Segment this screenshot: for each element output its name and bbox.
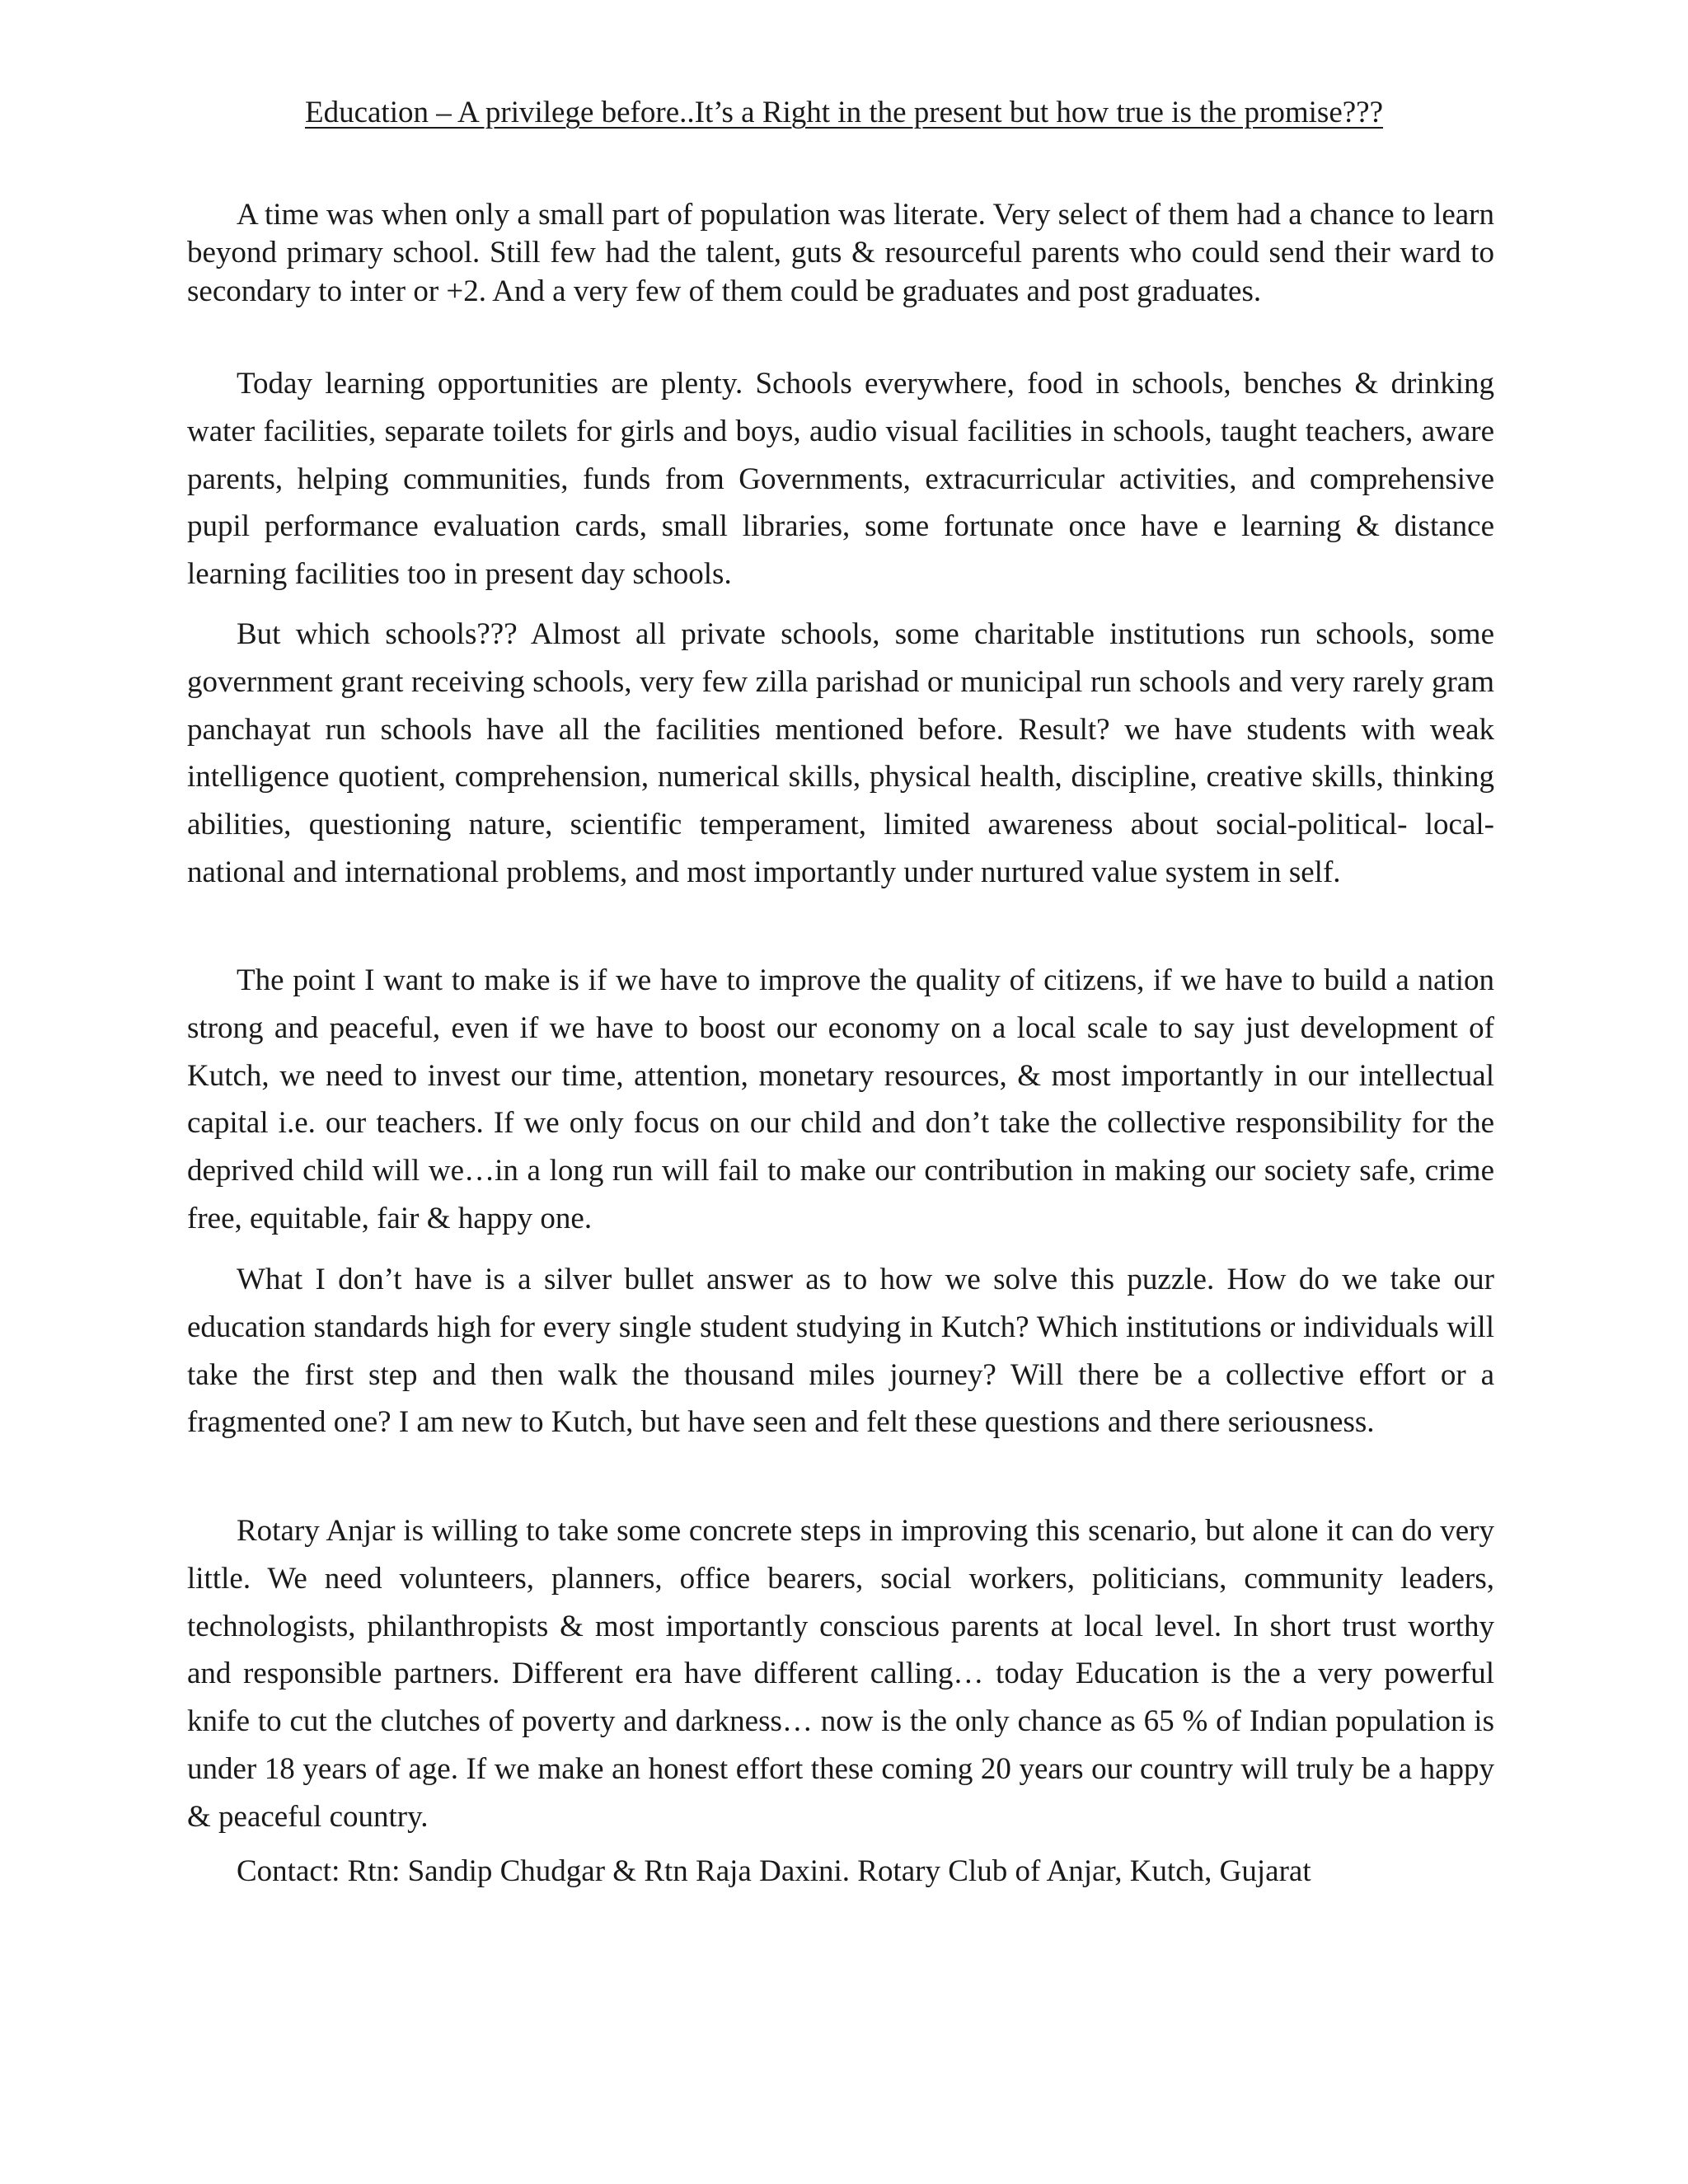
paragraph-learning-opportunities: Today learning opportunities are plenty. Schools everywhere, food in schools, benches & drinking water facilities, separate toilets for girls and boys, audio visual facilities in schools, taught teachers, aware parents, helping communities, funds from Governments, extracurricular activities, and comprehensive pupil performance evaluation cards, small libraries, some fortunate once have e learning & distance learning facilities too in present day schools. — [187, 367, 1494, 592]
paragraph-rotary-anjar: Rotary Anjar is willing to take some concrete steps in improving this scenario, but alone it can do very little. We need volunteers, planners, office bearers, social workers, politicians, community leaders, technologists, philanthropists & most importantly conscious parents at local level. In short trust worthy and responsible partners. Different era have different calling… today Education is the a very powerful knife to cut the clutches of poverty and darkness… now is the only chance as 65 % of Indian population is under 18 years of age. If we make an honest effort these coming 20 years our country will truly be a happy & peaceful country. — [187, 1514, 1494, 1834]
paragraph-which-schools: But which schools??? Almost all private schools, some charitable institutions run schools, some government grant receiving schools, very few zilla parishad or municipal run schools and very rarely gram panchayat run schools have all the facilities mentioned before. Result? we have students with weak intelligence quotient, comprehension, numerical skills, physical health, discipline, creative skills, thinking abilities, questioning nature, scientific temperament, limited awareness about social-political- local-national and international problems, and most importantly under nurtured value system in self. — [187, 617, 1494, 889]
paragraph-literacy-history: A time was when only a small part of population was literate. Very select of them had a chance to learn beyond primary school. Still few had the talent, guts & resourceful parents who could send their ward to secondary to inter or +2. And a very few of them could be graduates and post graduates. — [187, 198, 1494, 308]
paragraph-improve-citizens: The point I want to make is if we have to improve the quality of citizens, if we have to build a nation strong and peaceful, even if we have to boost our economy on a local scale to say just development of Kutch, we need to invest our time, attention, monetary resources, & most importantly in our intellectual capital i.e. our teachers. If we only focus on our child and don’t take the collective responsibility for the deprived child will we…in a long run will fail to make our contribution in making our society safe, crime free, equitable, fair & happy one. — [187, 963, 1494, 1235]
document-title: Education – A privilege before..It’s a Right in the present but how true is the promise??? — [304, 96, 1384, 129]
contact-line: Contact: Rtn: Sandip Chudgar & Rtn Raja Daxini. Rotary Club of Anjar, Kutch, Gujarat — [237, 1854, 1311, 1888]
paragraph-silver-bullet: What I don’t have is a silver bullet answer as to how we solve this puzzle. How do we take our education standards high for every single student studying in Kutch? Which institutions or individuals will take the first step and then walk the thousand miles journey? Will there be a collective effort or a fragmented one? I am new to Kutch, but have seen and felt these questions and there seriousness. — [187, 1263, 1494, 1440]
